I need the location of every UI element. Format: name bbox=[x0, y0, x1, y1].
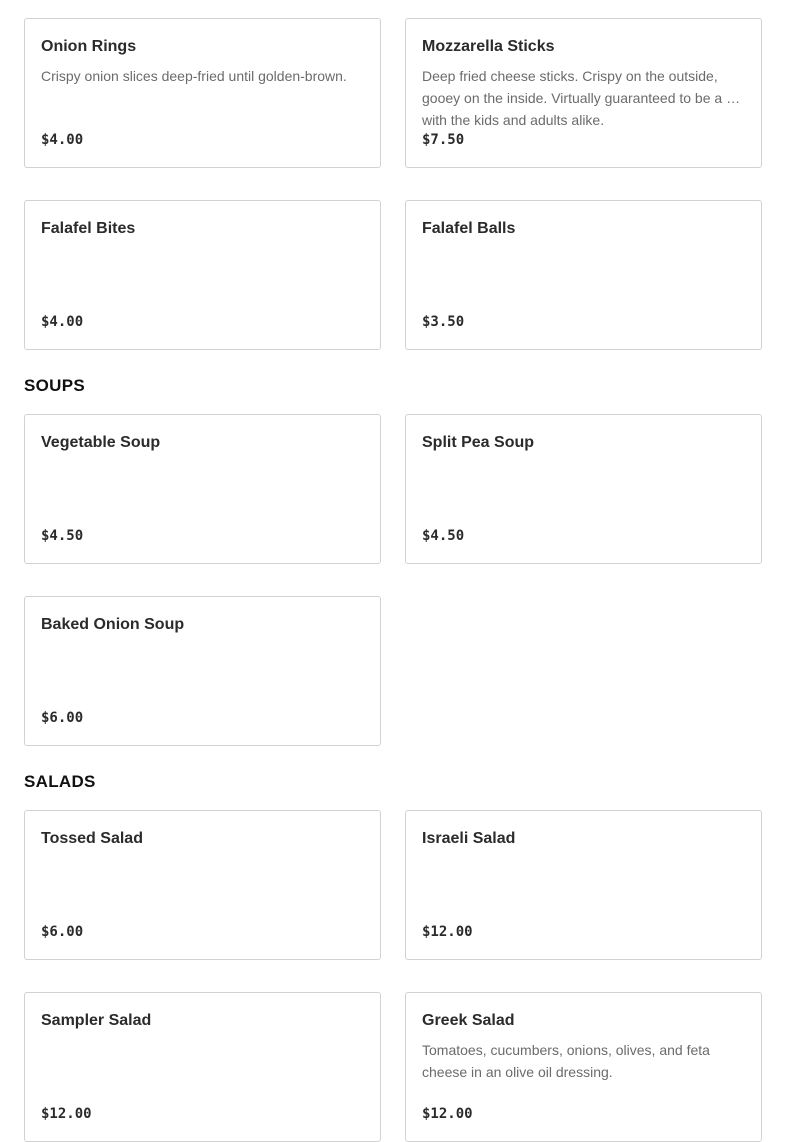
menu-item-card[interactable] bbox=[405, 992, 762, 1142]
menu-item-card[interactable] bbox=[405, 200, 762, 350]
item-price: $4.50 bbox=[41, 528, 84, 544]
item-price: $6.00 bbox=[41, 710, 84, 726]
menu-row bbox=[24, 992, 761, 1142]
item-price: $4.50 bbox=[422, 528, 465, 544]
menu-item-card[interactable] bbox=[24, 992, 381, 1142]
menu-row bbox=[24, 414, 761, 564]
item-name: Onion Rings bbox=[41, 38, 137, 55]
menu-item-card[interactable] bbox=[24, 200, 381, 350]
menu-row bbox=[24, 200, 761, 350]
item-name: Tossed Salad bbox=[41, 830, 143, 847]
item-name: Greek Salad bbox=[422, 1012, 515, 1029]
menu-row bbox=[24, 596, 761, 746]
item-name: Israeli Salad bbox=[422, 830, 516, 847]
item-name: Split Pea Soup bbox=[422, 434, 535, 451]
section-title-soups: SOUPS bbox=[24, 376, 86, 395]
item-price: $4.00 bbox=[41, 314, 84, 330]
menu-item-card[interactable] bbox=[24, 18, 381, 168]
item-price: $4.00 bbox=[41, 132, 84, 148]
menu-item-card[interactable] bbox=[24, 596, 381, 746]
item-name: Sampler Salad bbox=[41, 1012, 152, 1029]
menu-item-card[interactable] bbox=[405, 414, 762, 564]
menu-item-card[interactable] bbox=[24, 810, 381, 960]
item-description: Deep fried cheese sticks. Crispy on the outside, gooey on the inside. Virtually guaranteed to be a hit with the kids and adults alike. bbox=[422, 68, 741, 128]
item-description: Crispy onion slices deep-fried until golden-brown. bbox=[41, 68, 347, 84]
menu-item-card[interactable] bbox=[24, 414, 381, 564]
menu-item-card[interactable] bbox=[405, 810, 762, 960]
item-description: Tomatoes, cucumbers, onions, olives, and feta cheese in an olive oil dressing. bbox=[422, 1042, 710, 1080]
item-price: $7.50 bbox=[422, 132, 465, 148]
item-price: $12.00 bbox=[41, 1106, 92, 1122]
item-name: Falafel Bites bbox=[41, 220, 136, 237]
menu-row bbox=[24, 810, 761, 960]
item-price: $12.00 bbox=[422, 924, 473, 940]
item-price: $6.00 bbox=[41, 924, 84, 940]
item-name: Vegetable Soup bbox=[41, 434, 161, 451]
menu-row bbox=[24, 18, 761, 168]
menu-item-card[interactable] bbox=[405, 18, 762, 168]
section-title-salads: SALADS bbox=[24, 772, 96, 791]
item-price: $12.00 bbox=[422, 1106, 473, 1122]
item-name: Mozzarella Sticks bbox=[422, 38, 555, 55]
item-name: Baked Onion Soup bbox=[41, 616, 185, 633]
item-name: Falafel Balls bbox=[422, 220, 516, 237]
item-price: $3.50 bbox=[422, 314, 465, 330]
